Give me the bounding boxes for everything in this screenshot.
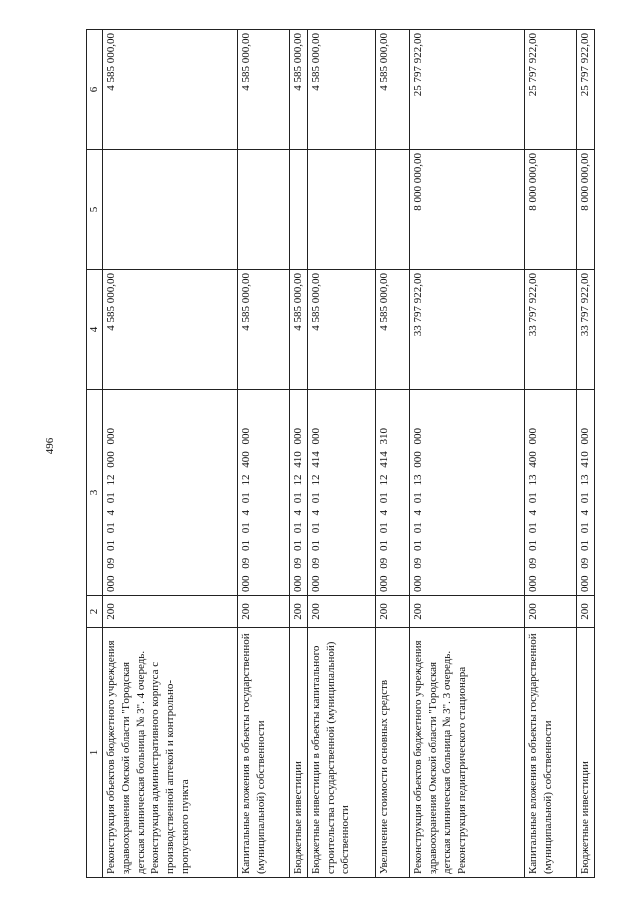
row-value-col6: 4 585 000,00 [289, 30, 307, 150]
column-header: 4 [87, 270, 103, 390]
row-value-col5: 8 000 000,00 [524, 150, 576, 270]
row-name: Бюджетные инвестиции [576, 628, 594, 878]
row-value-col5: 8 000 000,00 [576, 150, 594, 270]
rotated-table-container [86, 30, 591, 878]
table-row [524, 30, 576, 878]
budget-table [86, 29, 595, 878]
row-value-col6: 4 585 000,00 [237, 30, 289, 150]
row-value-col5 [102, 150, 237, 270]
page-number: 496 [44, 437, 56, 455]
row-value-col5 [289, 150, 307, 270]
row-code-200: 200 [307, 596, 375, 628]
table-row [237, 30, 289, 878]
row-value-col4: 4 585 000,00 [237, 270, 289, 390]
row-value-col4: 4 585 000,00 [307, 270, 375, 390]
row-value-col4: 33 797 922,00 [409, 270, 524, 390]
row-code-200: 200 [576, 596, 594, 628]
column-header: 1 [87, 628, 103, 878]
row-value-col6: 4 585 000,00 [375, 30, 409, 150]
table-row [102, 30, 237, 878]
column-header: 3 [87, 390, 103, 596]
row-code-200: 200 [289, 596, 307, 628]
row-value-col6: 25 797 922,00 [576, 30, 594, 150]
row-value-col4: 4 585 000,00 [102, 270, 237, 390]
table-row [409, 30, 524, 878]
row-classification-code: 000 09 01 01 4 01 12 414 310 [375, 390, 409, 596]
header-row [87, 30, 103, 878]
row-name: Реконструкция объектов бюджетного учреждения здравоохранения Омской области "Городская детская клиническая больница № 3". 3 очередь. Реконструкция педиатрического стационара [409, 628, 524, 878]
row-value-col4: 4 585 000,00 [375, 270, 409, 390]
row-classification-code: 000 09 01 01 4 01 12 000 000 [102, 390, 237, 596]
row-classification-code: 000 09 01 01 4 01 12 414 000 [307, 390, 375, 596]
row-code-200: 200 [375, 596, 409, 628]
row-value-col4: 33 797 922,00 [576, 270, 594, 390]
column-header: 2 [87, 596, 103, 628]
row-classification-code: 000 09 01 01 4 01 12 410 000 [289, 390, 307, 596]
row-name: Капитальные вложения в объекты государственной (муниципальной) собственности [237, 628, 289, 878]
row-code-200: 200 [237, 596, 289, 628]
row-value-col4: 33 797 922,00 [524, 270, 576, 390]
table-row [375, 30, 409, 878]
row-name: Бюджетные инвестиции в объекты капитального строительства государственной (муниципальной) собственности [307, 628, 375, 878]
table-row [576, 30, 594, 878]
row-value-col6: 4 585 000,00 [307, 30, 375, 150]
row-classification-code: 000 09 01 01 4 01 13 410 000 [576, 390, 594, 596]
row-code-200: 200 [524, 596, 576, 628]
column-header: 5 [87, 150, 103, 270]
column-header: 6 [87, 30, 103, 150]
row-value-col4: 4 585 000,00 [289, 270, 307, 390]
table-row [289, 30, 307, 878]
row-value-col5: 8 000 000,00 [409, 150, 524, 270]
row-value-col5 [307, 150, 375, 270]
row-value-col5 [237, 150, 289, 270]
table-row [307, 30, 375, 878]
row-name: Капитальные вложения в объекты государственной (муниципальной) собственности [524, 628, 576, 878]
row-classification-code: 000 09 01 01 4 01 12 400 000 [237, 390, 289, 596]
row-classification-code: 000 09 01 01 4 01 13 400 000 [524, 390, 576, 596]
row-name: Реконструкция объектов бюджетного учреждения здравоохранения Омской области "Городская детская клиническая больница № 3". 4 очередь. Реконструкция административного корпуса с производственной аптекой и контрольно-пропускного пункта [102, 628, 237, 878]
row-value-col6: 4 585 000,00 [102, 30, 237, 150]
row-value-col6: 25 797 922,00 [409, 30, 524, 150]
row-name: Увеличение стоимости основных средств [375, 628, 409, 878]
row-name: Бюджетные инвестиции [289, 628, 307, 878]
row-value-col5 [375, 150, 409, 270]
row-code-200: 200 [409, 596, 524, 628]
row-value-col6: 25 797 922,00 [524, 30, 576, 150]
row-classification-code: 000 09 01 01 4 01 13 000 000 [409, 390, 524, 596]
row-code-200: 200 [102, 596, 237, 628]
